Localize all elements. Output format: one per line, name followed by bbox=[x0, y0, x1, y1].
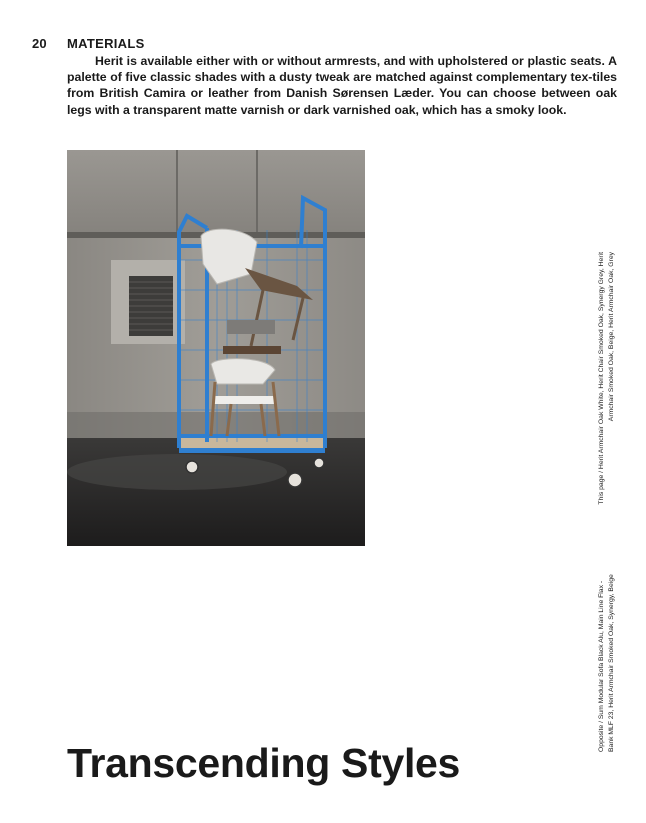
caption-line1-right: This page / Herit Armchair Oak White, Herit Chair Smoked Oak, Synergy Grey, Herit bbox=[598, 252, 605, 505]
caption-line2-left: Bank MLF 23, Herit Armchair Smoked Oak, Synergy, Beige bbox=[607, 574, 615, 752]
section-title: MATERIALS bbox=[67, 36, 145, 51]
intro-paragraph: Herit is available either with or without armrests, and with upholstered or plastic seats. A palette of five classic shades with a dusty tweak are matched against complementary tex-tiles from British Camira or leather from Danish Sørensen Læder. You can choose between oak legs with a transparent matte varnish or dark varnished oak, which has a smoky look. bbox=[67, 54, 617, 117]
caption-line2-right: Armchair Smoked Oak, Beige, Herit Armchair Oak, Grey bbox=[607, 252, 615, 422]
photo-caption bbox=[597, 252, 616, 752]
chairs-on-trolley-image bbox=[67, 150, 365, 546]
page-number: 20 bbox=[32, 36, 47, 51]
product-photo bbox=[67, 150, 365, 546]
page-headline: Transcending Styles bbox=[67, 740, 461, 786]
caption-line1-left: Opposite / Sum Modular Sofa Black Alu, Main Line Flax - bbox=[598, 580, 605, 752]
